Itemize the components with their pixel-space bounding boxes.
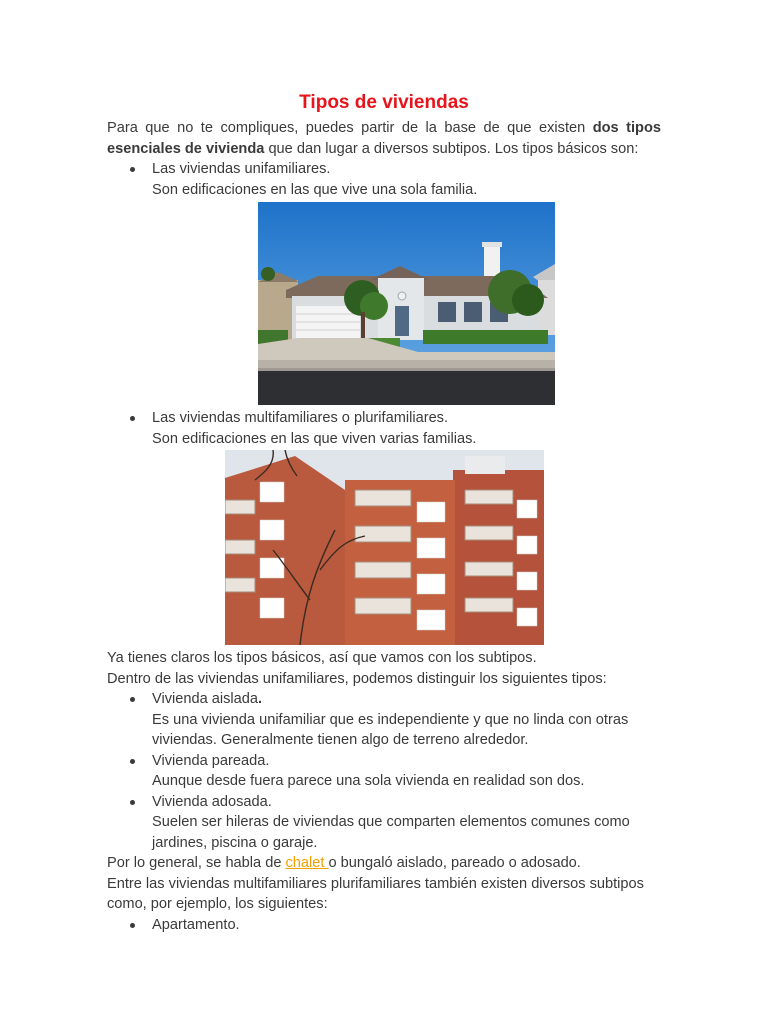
document-page [107, 88, 661, 935]
page-title: Tipos de viviendas [299, 92, 469, 113]
list-item-text: Aunque desde fuera parece una sola vivienda en realidad son dos. [152, 773, 585, 789]
list-item-title: Las viviendas multifamiliares o plurifamiliares. [152, 410, 449, 426]
list-item-adosada [107, 792, 661, 854]
list-item-apartamento [107, 915, 661, 936]
bullet-icon [130, 923, 135, 928]
list-item-title: Vivienda adosada. [152, 793, 272, 810]
bullet-icon [130, 759, 135, 764]
intro-bold-text: dos tipos esenciales de vivienda [107, 120, 661, 157]
list-item-title: Las viviendas unifamiliares. [152, 161, 331, 177]
list-item-pareada [107, 751, 661, 792]
list-item-text: Es una vivienda unifamiliar que es independiente y que no linda con otras viviendas. Generalmente tienen algo de terreno alrededor. [152, 711, 629, 748]
list-item-multifamiliares [107, 408, 661, 449]
single-family-house-image [258, 202, 555, 405]
list-item-title: Vivienda aislada [152, 691, 259, 707]
list-item-unifamiliares [107, 159, 661, 200]
intro-text-2: que dan lugar a diversos subtipos. Los tipos básicos son: [264, 140, 639, 157]
list-item-text: Son edificaciones en las que viven varias familias. [152, 430, 477, 447]
subtypes-paragraph: Ya tienes claros los tipos básicos, así que vamos con los subtipos. [107, 650, 537, 666]
intro-text-1: Para que no te compliques, puedes partir de la base de que existen [107, 120, 593, 136]
bullet-icon [130, 416, 135, 421]
general-text-1: Por lo general, se habla de [107, 855, 286, 871]
bullet-icon [130, 167, 135, 172]
apartment-building-image [225, 450, 544, 645]
bullet-icon [130, 697, 135, 702]
list-item-title-dot: . [258, 691, 263, 707]
list-item-aislada [107, 689, 661, 751]
bullet-icon [130, 800, 135, 805]
list-item-text: Son edificaciones en las que vive una sola familia. [152, 181, 478, 198]
list-item-text: Suelen ser hileras de viviendas que comparten elementos comunes como jardines, piscina o garaje. [152, 814, 630, 851]
list-item-title: Apartamento. [152, 916, 240, 933]
general-text-2: o bungaló aislado, pareado o adosado. [328, 855, 581, 871]
multifamiliar-subtypes-paragraph: Entre las viviendas multifamiliares plurifamiliares también existen diversos subtipos como, por ejemplo, los siguientes: [107, 875, 644, 912]
list-item-title: Vivienda pareada. [152, 752, 270, 769]
intro-paragraph [107, 118, 661, 159]
chalet-link[interactable]: chalet [285, 855, 329, 871]
general-paragraph [107, 853, 661, 874]
unifamiliar-subtypes-paragraph: Dentro de las viviendas unifamiliares, podemos distinguir los siguientes tipos: [107, 670, 607, 687]
